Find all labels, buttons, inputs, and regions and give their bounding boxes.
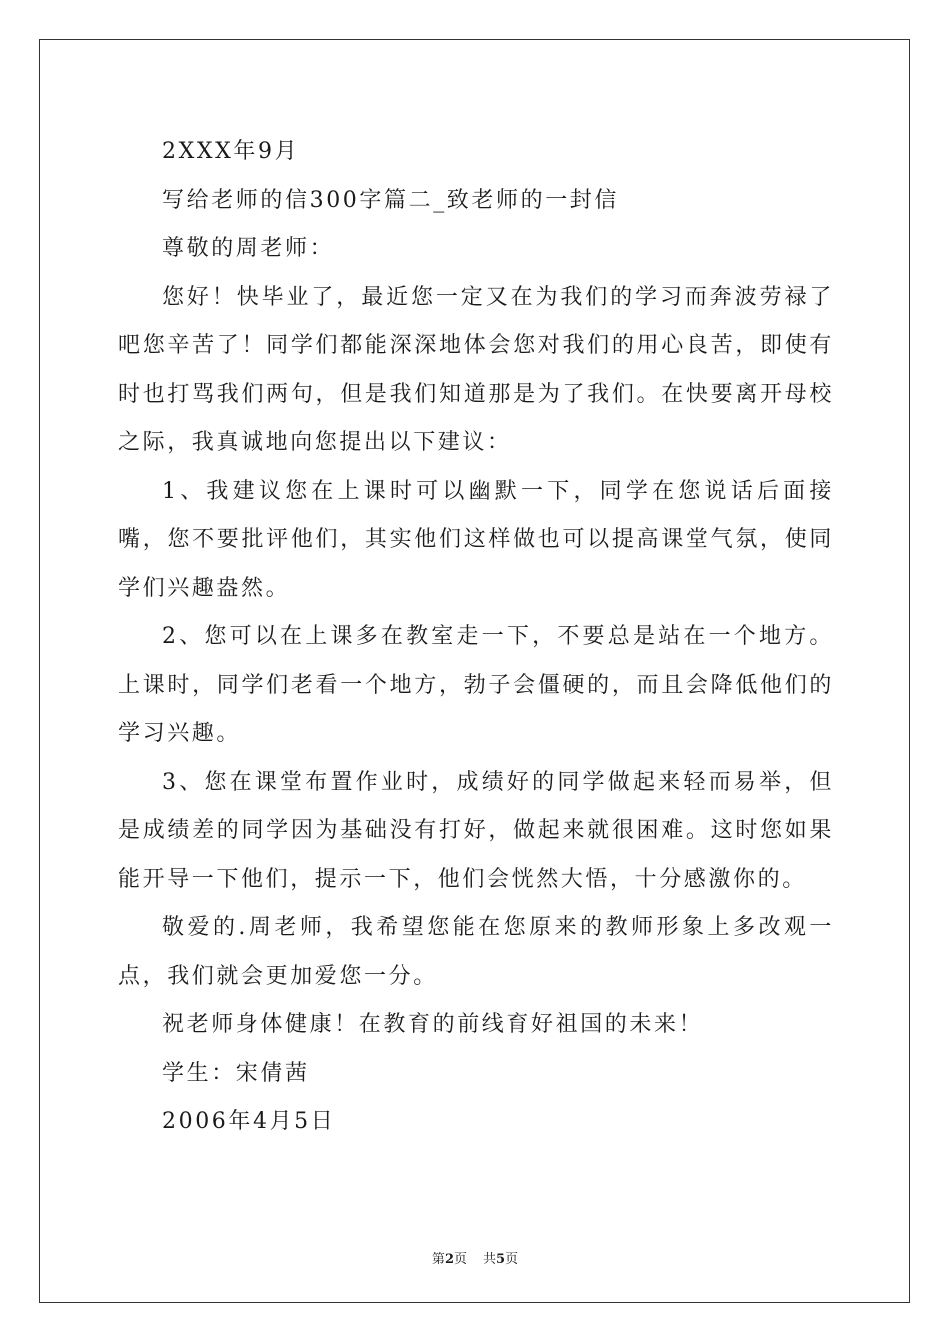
salutation: 尊敬的周老师： [162,236,335,261]
blessing-line: 祝老师身体健康！在教育的前线育好祖国的未来！ [162,1012,704,1037]
body-paragraph-suggestion-3: 3、您在课堂布置作业时，成绩好的同学做起来轻而易举，但是成绩差的同学因为基础没有打好，做起来就很困难。这时您如果能开导一下他们，提示一下，他们会恍然大悟，十分感激你的。 [118,769,834,892]
page-number: 第2页 [431,1252,467,1267]
body-paragraph-greeting: 您好！快毕业了，最近您一定又在为我们的学习而奔波劳禄了吧您辛苦了！同学们都能深深地体会您对我们的用心良苦，即使有时也打骂我们两句，但是我们知道那是为了我们。在快要离开母校之际，我真诚地向您提出以下建议： [118,284,834,455]
signature-date: 2006年4月5日 [162,1109,336,1134]
page-total: 共5页 [483,1252,519,1267]
page-footer [0,1248,950,1267]
letter-title: 写给老师的信300字篇二_致老师的一封信 [162,187,619,213]
body-paragraph-suggestion-1: 1、我建议您在上课时可以幽默一下，同学在您说话后面接嘴，您不要批评他们，其实他们这样做也可以提高课堂气氛，使同学们兴趣盎然。 [118,478,834,601]
signature-line: 学生：宋倩茜 [162,1060,310,1086]
document-body [118,128,834,1147]
date-line: 2XXX年9月 [162,139,300,164]
body-paragraph-suggestion-2: 2、您可以在上课多在教室走一下，不要总是站在一个地方。上课时，同学们老看一个地方，勃子会僵硬的，而且会降低他们的学习兴趣。 [118,624,834,746]
body-paragraph-closing: 敬爱的.周老师，我希望您能在您原来的教师形象上多改观一点，我们就会更加爱您一分。 [118,915,834,989]
